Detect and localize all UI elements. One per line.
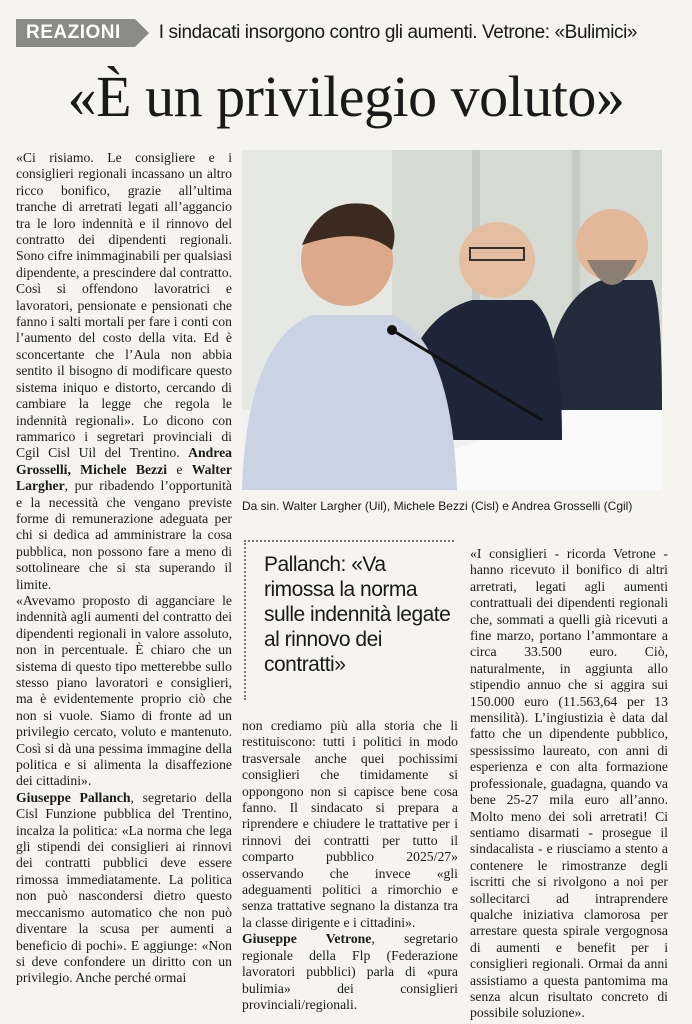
person-name: Walter Largher xyxy=(16,461,233,494)
paragraph: «Avevamo proposto di agganciare le indennità agli aumenti del contratto dei dipendenti regionali in valore assoluto, non in percentuale. È chiaro che un sistema di questo tipo metterebbe sullo stesso piano lavoratori e consiglieri, ma è evidentemente proprio ciò che non si vuole. Siamo di fronte ad un privilegio cercato, voluto e mantenuto. Così si dà una pessima immagine della politica e si alimenta la disaffezione dei cittadini». xyxy=(16,592,232,789)
person-name: Giuseppe Pallanch xyxy=(16,789,131,805)
pull-quote xyxy=(244,540,454,700)
paragraph xyxy=(16,150,232,593)
paragraph: «I consiglieri - ricorda Vetrone - hanno ricevuto il bonifico di altri arretrati, legati agli aumenti contrattuali dei dipendenti regionali che, sommati a quelli già ricevuti a fine marzo, portano l’ammontare a circa 33.500 euro. Ciò, naturalmente, in aggiunta allo stipendio annuo che si aggira sui 150.000 euro (11.563,64 per 13 mensilità). L’ingiustizia è data dal fatto che un dipendente pubblico, spessissimo laureato, con anni di esperienza e con alta formazione professionale, guadagna, quando va bene 25-27 mila euro all’anno. Molto meno dei soli arretrati! Ci sentiamo disarmati - prosegue il sindacalista - e riusciamo a stento a contenere le rimostranze degli iscritti che si rivolgono a noi per sollecitarci ad intraprendere qualche iniziativa clamorosa per arrestare questa spirale vergognosa di aumenti e benefit per i consiglieri regionali. Ormai da anni assistiamo a questa pantomima ma senza alcun risultato concreto di possibile soluzione». xyxy=(470,546,668,1021)
section-tag: REAZIONI xyxy=(16,19,135,47)
paragraph-text: «Ci risiamo. Le consigliere e i consiglieri regionali incassano un altro ricco bonifico, grazie all’ultima tranche di arretrati legati all’aggancio tra le loro indennità e il rinnovo del contratto dei dipendenti regionali. Sono cifre inimmaginabili per qualsiasi dipendente, a prescindere dal contratto. Così si offendono lavoratrici e lavoratori, pensionate e pensionati che fanno i salti mortali per fare i conti con l’aumento del costo della vita. Ed è sconcertante che l’Aula non abbia sentito il bisogno di modificare questo sistema iniquo e distorto, cercando di cambiare la legge che regola le indennità regionali». Lo dicono con rammarico i segretari provinciali di Cgil Cisl Uil del Trentino. xyxy=(16,150,232,461)
paragraph xyxy=(16,790,232,987)
paragraph-text: , pur ribadendo l’opportunità e la necessità che vengano previste forme di remunerazione adeguata per chi si dedica ad amministrare la cosa pubblica, non possono fare a meno di sottolineare che si sta superando il limite. xyxy=(16,478,232,592)
kicker-row xyxy=(16,18,676,48)
headline: «È un privilegio voluto» xyxy=(67,64,625,129)
pull-quote-text: Pallanch: «Va rimossa la norma sulle indennità legate al rinnovo dei contratti» xyxy=(264,553,451,676)
paragraph xyxy=(242,931,458,1013)
article-column-2 xyxy=(242,718,458,1012)
kicker-title: I sindacati insorgono contro gli aumenti. Vetrone: «Bulimici» xyxy=(158,22,638,43)
person-name: Giuseppe Vetrone xyxy=(242,931,372,947)
article-column-1 xyxy=(16,150,232,1010)
person-names: Andrea Grosselli, Michele Bezzi xyxy=(16,445,232,477)
conjunction: e xyxy=(176,461,183,477)
paragraph-text: , segretario regionale della Flp (Federazione lavoratori pubblici) parla di «pura bulimia» dei consiglieri provinciali/regionali. xyxy=(242,931,458,1012)
photo-illustration xyxy=(242,150,662,490)
article-column-3 xyxy=(470,546,668,1021)
news-photo xyxy=(242,150,662,490)
paragraph-text: , segretario della Cisl Funzione pubblica del Trentino, incalza la politica: «La norma che lega gli stipendi dei consiglieri ai rinnovi dei contratti pubblici deve essere rimossa immediatamente. La politica non può nascondersi dietro questo meccanismo automatico che non può diventare la scusa per aumenti a beneficio di pochi». E aggiunge: «Non si deve confondere un diritto con un privilegio. Anche perché ormai xyxy=(16,789,232,986)
paragraph: non crediamo più alla storia che li restituiscono: tutti i politici in modo trasversale anche quei pochissimi consiglieri che timidamente si oppongono non si capisce bene cosa fanno. Il sindacato si prepara a riprendere e chiudere le trattative per i rinnovi dei contratti per tutto il comparto pubblico 2025/27» osservando che invece «gli adeguamenti politici a rimorchio e senza trattative segnano la distanza tra la classe dirigente e i cittadini». xyxy=(242,718,458,930)
photo-caption: Da sin. Walter Largher (Uil), Michele Bezzi (Cisl) e Andrea Grosselli (Cgil) xyxy=(242,499,633,513)
